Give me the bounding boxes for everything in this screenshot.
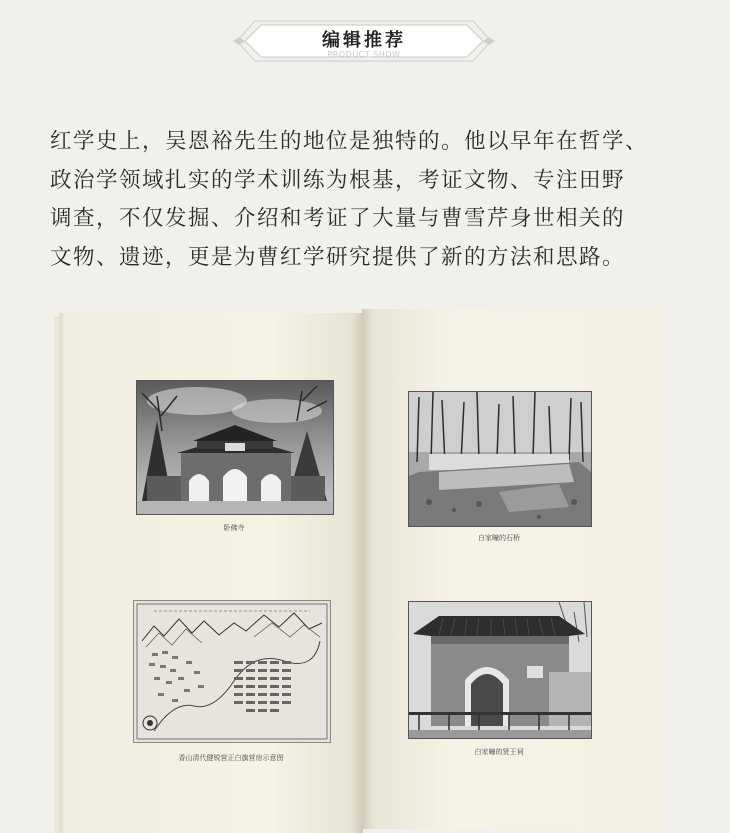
shrine-caption: 白家疃的贤王祠 bbox=[474, 748, 524, 756]
intro-paragraph bbox=[50, 123, 690, 277]
temple-gate-photo bbox=[136, 380, 334, 515]
book-right-page bbox=[362, 309, 664, 829]
book-photo bbox=[0, 305, 730, 825]
temple-gate-caption: 卧佛寺 bbox=[223, 524, 245, 532]
intro-line: 调查，不仅发掘、介绍和考证了大量与曹雪芹身世相关的 bbox=[50, 206, 626, 231]
shrine-photo bbox=[408, 601, 592, 739]
book-left-page bbox=[63, 313, 363, 833]
section-title: 编辑推荐 bbox=[322, 30, 406, 51]
intro-line: 红学史上，吴恩裕先生的地位是独特的。他以早年在哲学、 bbox=[50, 129, 649, 154]
barracks-map-caption: 香山清代健锐营正白旗营房示意图 bbox=[178, 754, 284, 762]
barracks-map bbox=[133, 600, 331, 743]
section-subtitle: PRODUCT SHOW bbox=[327, 50, 401, 59]
intro-line: 文物、遗迹，更是为曹红学研究提供了新的方法和思路。 bbox=[50, 244, 626, 270]
stone-bridge-caption: 白家疃的石桥 bbox=[478, 534, 520, 542]
stone-bridge-photo bbox=[408, 391, 592, 527]
section-banner bbox=[233, 17, 495, 65]
intro-line: 政治学领域扎实的学术训练为根基，考证文物、专注田野 bbox=[50, 167, 626, 193]
